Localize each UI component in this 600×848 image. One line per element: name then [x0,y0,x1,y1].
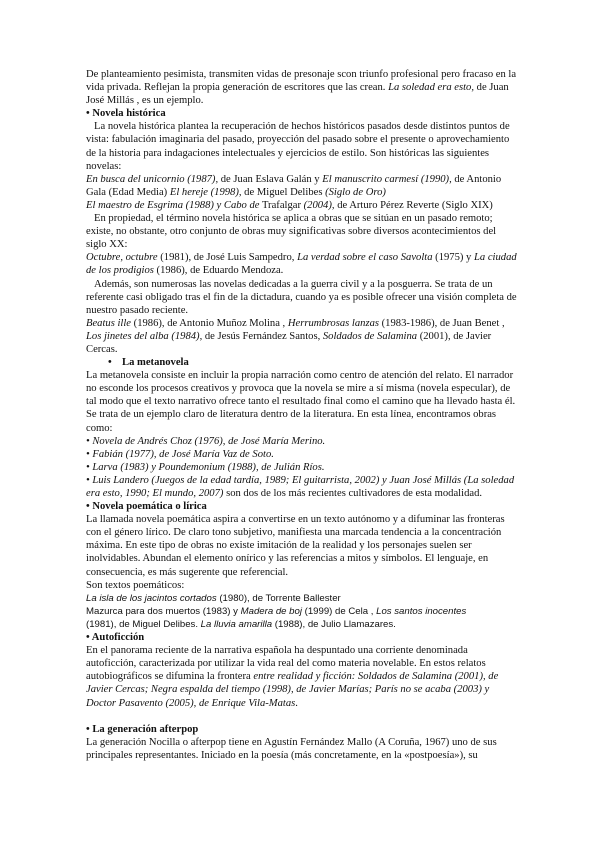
metanovela-item: • Luis Landero (Juegos de la edad tardía, 1989; El guitarrista, 2002) y Juan José Millás (La soledad era esto, 1990; El mundo, 2007) son dos de los más recientes cultivadores de esta modalidad. [86,474,515,499]
historica-list-3: Octubre, octubre (1981), de José Luis Sampedro, La verdad sobre el caso Savolta (1975) y La ciudad de los prodigios (1986), de Eduardo Mendoza. [86,252,517,277]
heading-novela-poematica: • Novela poemática o lírica [86,501,207,513]
section-gap [86,710,518,723]
autoficcion-paragraph: En el panorama reciente de la narrativa española ha despuntado una corriente denominada autoficción, caracterizada por utilizar la vida real del como materia novelable. En estos relatos autobiográficos se difumina la frontera entre realidad y ficción: Soldados de Salamina (2001), de Javier Cercas; Negra espalda del tiempo (1998), de Javier Marías; París no se acaba (2003) y Doctor Pasavento (2005), de Enrique Vila-Matas. [86,645,499,709]
heading-autoficcion: • Autoficción [86,632,145,644]
historica-list-1: En busca del unicornio (1987), de Juan Eslava Galán y El manuscrito carmesí (1990), de Antonio Gala (Edad Media) El hereje (1998), de Miguel Delibes (Siglo de Oro) [86,173,502,198]
historica-paragraph-1: La novela histórica plantea la recuperación de hechos históricos pasados desde distintos puntos de vista: fabulación imaginaria del pasado, proyección del pasado sobre el presente o aprovechamiento de la historia para indagaciones intelectuales y ejercicios de estilo. Son históricas las siguientes novelas: [86,121,510,172]
poematica-intro: Son textos poemáticos: [86,579,185,591]
historica-paragraph-2: En propiedad, el término novela histórica se aplica a obras que se sitúan en un pasado remoto; existe, no obstante, otro conjunto de obras muy significativas sobre diversos acontecimientos del siglo XX: [86,213,497,251]
metanovela-paragraph: La metanovela consiste en incluir la propia narración como centro de atención del relato. El narrador no esconde los procesos creativos y provoca que la novela se mire a sí misma (novela especular), de tal modo que el texto narrativo ofrece tanto el resultado final como el camino que ha llevado hasta él. Se trata de un ejemplo claro de literatura dentro de la literatura. En esta línea, encontramos obras como: [86,370,516,434]
afterpop-paragraph: La generación Nocilla o afterpop tiene en Agustín Fernández Mallo (A Coruña, 1967) uno de sus principales representantes. Iniciado en la poesía (más concretamente, en la «postpoesía»), su [86,736,497,761]
metanovela-item: • Larva (1983) y Poundemonium (1988), de Julián Ríos. [86,461,325,473]
metanovela-item: • Novela de Andrés Choz (1976), de José María Merino. [86,435,326,447]
heading-generacion-afterpop: • La generación afterpop [86,723,199,735]
historica-list-4: Beatus ille (1986), de Antonio Muñoz Molina , Herrumbrosas lanzas (1983-1986), de Juan Benet , Los jinetes del alba (1984), de Jesús Fernández Santos, Soldados de Salamina (2001), de Javier Cercas. [86,317,505,355]
historica-list-2: El maestro de Esgrima (1988) y Cabo de Trafalgar (2004), de Arturo Pérez Reverte (Siglo XIX) [86,199,493,211]
heading-novela-historica: • Novela histórica [86,108,166,120]
poematica-paragraph: La llamada novela poemática aspira a convertirse en un texto autónomo y a difuminar las fronteras con el género lírico. De claro tono subjetivo, manifiesta una marcada tendencia a la concentración máxima. En este tipo de obras no existe imitación de la realidad y los personajes suelen ser inolvidables. Abundan el elemento onírico y las referencias a mitos y símbolos. El lenguaje, en consecuencia, es más sugerente que referencial. [86,514,505,578]
intro-paragraph: De planteamiento pesimista, transmiten vidas de presonaje scon triunfo profesional pero fracaso en la vida privada. Reflejan la propia generación de escritores que las crean. La soledad era esto, de Juan José Millás , es un ejemplo. [86,69,517,107]
bullet-icon: • [108,357,112,369]
heading-metanovela: • La metanovela [108,357,189,369]
metanovela-item: • Fabián (1977), de José María Vaz de Soto. [86,448,274,460]
document-page [86,68,518,762]
historica-paragraph-3: Además, son numerosas las novelas dedicadas a la guerra civil y a la posguerra. Se trata de un referente casi obligado tras el fin de la dictadura, cuando ya es posible ofrecer una visión completa de nuestro pasado reciente. [86,278,517,316]
poematica-list: La isla de los jacintos cortados (1980), de Torrente Ballester Mazurca para dos muertos (1983) y Madera de boj (1999) de Cela , Los santos inocentes (1981), de Miguel Delibes. La lluvia amarilla (1988), de Julio Llamazares. [86,592,467,630]
